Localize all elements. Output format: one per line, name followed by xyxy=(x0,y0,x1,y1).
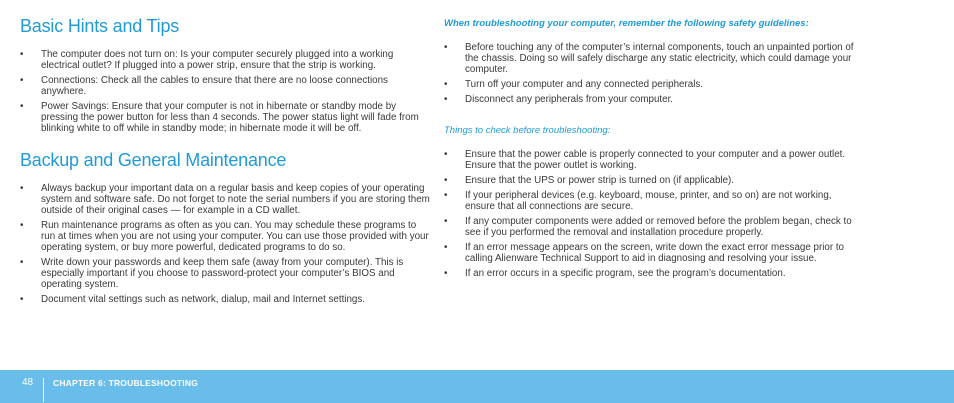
heading-basic-hints: Basic Hints and Tips xyxy=(20,16,180,36)
right-column xyxy=(444,14,854,283)
list-item xyxy=(20,294,430,305)
list-item-text: Power Savings: Ensure that your computer is not in hibernate or standby mode by pressing the power button for less than 4 seconds. The power status light will fade from blinking white to off while in standby mode; in hibernate mode it will be off. xyxy=(41,101,419,135)
bullet-marker: • xyxy=(444,190,448,201)
list-item xyxy=(20,101,430,135)
bullet-marker: • xyxy=(444,268,448,279)
list-item xyxy=(444,42,854,76)
list-item-text: Document vital settings such as network, dialup, mail and Internet settings. xyxy=(41,294,366,306)
list-item-text: If an error message appears on the screen, write down the exact error message prior to calling Alienware Technical Support to aid in diagnosing and resolving your issue. xyxy=(465,242,844,265)
list-item xyxy=(20,183,430,217)
list-item-text: The computer does not turn on: Is your computer securely plugged into a working electrical outlet? If plugged into a power strip, ensure that the strip is working. xyxy=(41,49,394,72)
list-item-text: Connections: Check all the cables to ensure that there are no loose connections anywhere. xyxy=(41,75,388,98)
heading-backup-maintenance: Backup and General Maintenance xyxy=(20,149,287,170)
checks-list xyxy=(444,149,854,279)
bullet-marker: • xyxy=(444,149,448,161)
things-to-check-heading: Things to check before troubleshooting: xyxy=(444,125,611,137)
list-item xyxy=(444,216,854,238)
chapter-title: CHAPTER 6: TROUBLESHOOTING xyxy=(53,378,198,388)
list-item xyxy=(20,220,430,254)
bullet-marker: • xyxy=(444,175,448,187)
list-item xyxy=(444,190,854,212)
list-item xyxy=(20,49,430,71)
list-item xyxy=(444,268,854,279)
bullet-marker: • xyxy=(20,257,24,269)
list-item-text: Write down your passwords and keep them safe (away from your computer). This is especially important if you choose to password-protect your computer’s BIOS and operating system. xyxy=(41,257,404,291)
bullet-marker: • xyxy=(20,75,24,86)
list-item xyxy=(444,149,854,171)
page-number: 48 xyxy=(22,377,34,388)
page-footer xyxy=(0,370,954,403)
bullet-marker: • xyxy=(20,182,24,194)
bullet-marker: • xyxy=(444,79,448,91)
list-item-text: Before touching any of the computer’s internal components, touch an unpainted portion of the chassis. Doing so will safely discharge any static electricity, which could damage your computer. xyxy=(465,42,854,76)
bullet-marker: • xyxy=(20,294,24,306)
list-item xyxy=(444,94,854,105)
list-item-text: Disconnect any peripherals from your computer. xyxy=(465,94,674,105)
list-item-text: Ensure that the UPS or power strip is turned on (if applicable). xyxy=(465,175,735,187)
list-item xyxy=(444,242,854,264)
safety-guidelines-heading: When troubleshooting your computer, remember the following safety guidelines: xyxy=(444,18,809,29)
list-item xyxy=(20,257,430,291)
bullet-marker: • xyxy=(20,219,24,231)
list-item-text: If any computer components were added or removed before the problem began, check to see if you performed the removal and installation procedure properly. xyxy=(465,216,852,239)
bullet-marker: • xyxy=(444,242,448,253)
bullet-marker: • xyxy=(444,42,448,53)
safety-list xyxy=(444,42,854,105)
bullet-marker: • xyxy=(20,49,24,60)
bullet-marker: • xyxy=(20,101,24,112)
footer-divider xyxy=(43,378,44,402)
list-item-text: Turn off your computer and any connected peripherals. xyxy=(465,79,703,91)
list-item xyxy=(444,175,854,186)
list-item xyxy=(20,75,430,97)
bullet-marker: • xyxy=(444,216,448,227)
list-item-text: Run maintenance programs as often as you can. You may schedule these programs to run at times when you are not using your computer. You can use those provided with your operating system, or buy more powerful, dedicated programs to do so. xyxy=(41,219,429,254)
list-item-text: Ensure that the power cable is properly connected to your computer and a power outlet. Ensure that the power outlet is working. xyxy=(465,149,846,172)
list-item-text: If an error occurs in a specific program, see the program’s documentation. xyxy=(465,268,786,279)
list-item-text: If your peripheral devices (e.g. keyboard, mouse, printer, and so on) are not working, ensure that all connections are secure. xyxy=(465,190,832,213)
list-item xyxy=(444,79,854,90)
hints-list xyxy=(20,49,430,135)
maintenance-list xyxy=(20,183,430,306)
bullet-marker: • xyxy=(444,94,448,105)
list-item-text: Always backup your important data on a regular basis and keep copies of your operating system and software safe. Do not forget to note the serial numbers if you are storing them outside of their original cases — for example in a CD wallet. xyxy=(41,182,430,217)
left-column xyxy=(20,14,430,309)
